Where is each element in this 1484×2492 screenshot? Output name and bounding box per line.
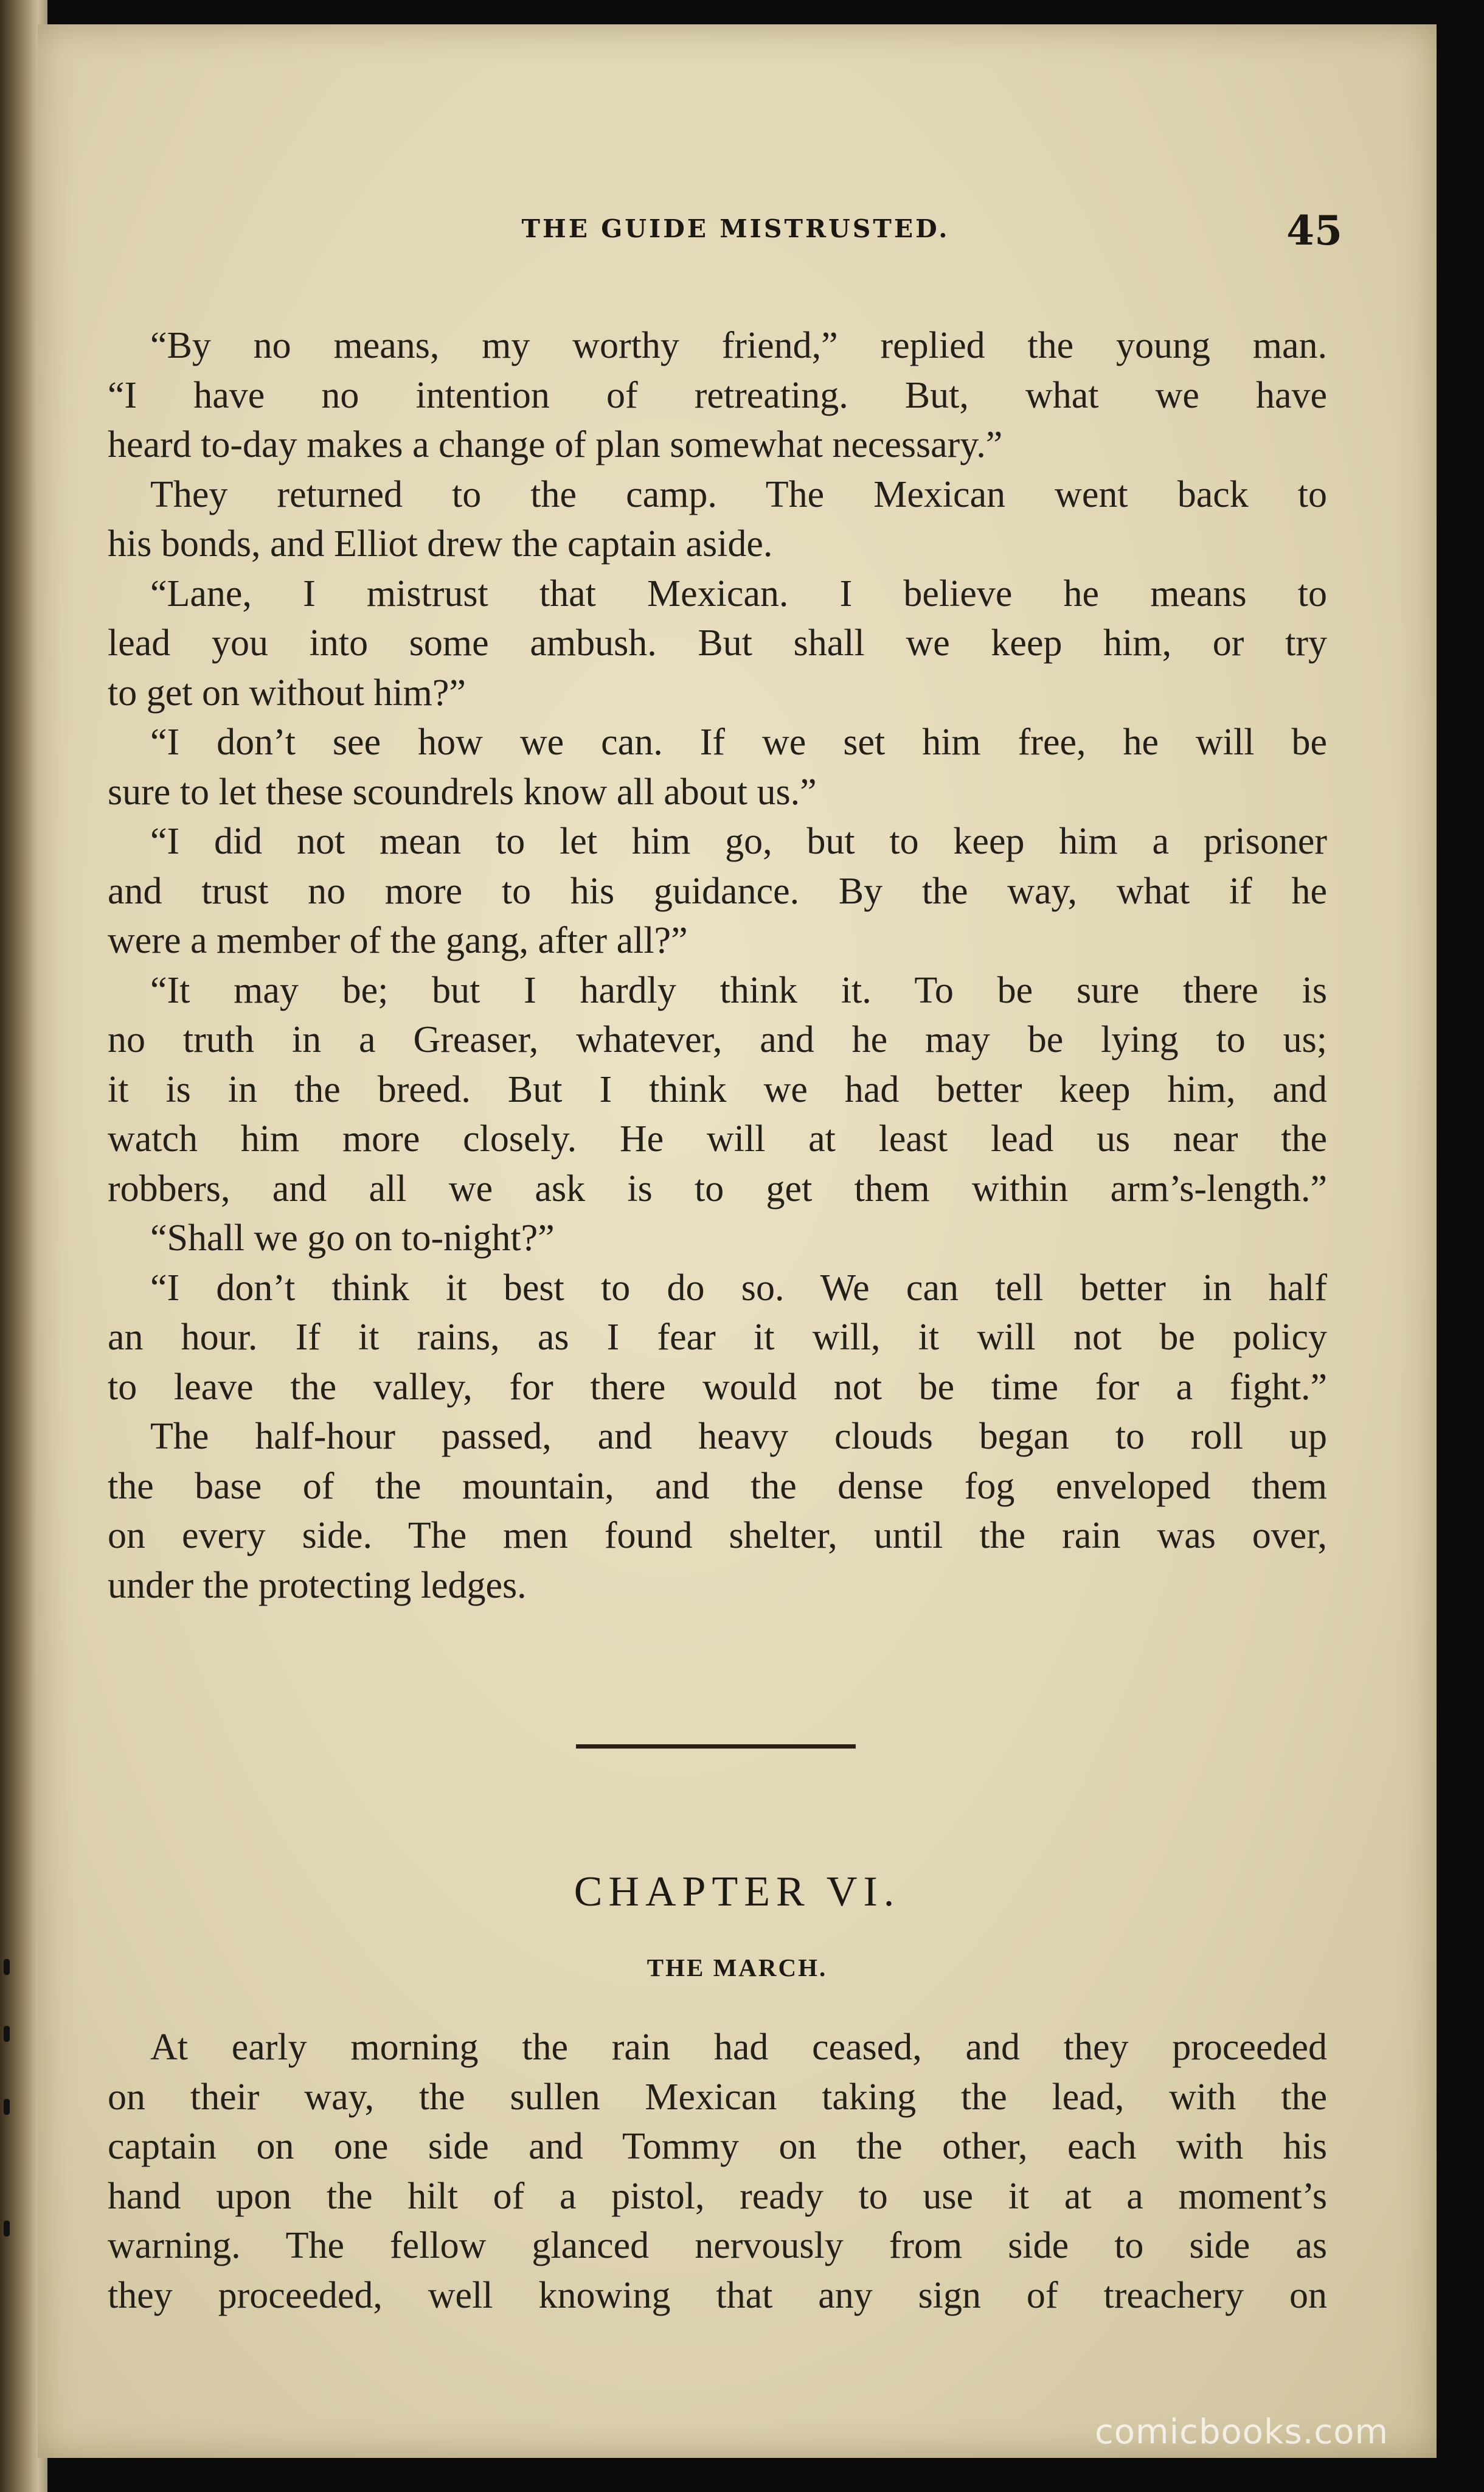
- text-line: They returned to the camp. The Mexican went back to: [150, 473, 1327, 515]
- page-header: [129, 207, 1342, 256]
- book-page: [38, 24, 1437, 2458]
- text-line: heard to-day makes a change of plan somewhat necessary.”: [108, 424, 1003, 465]
- section-divider: [576, 1744, 856, 1749]
- text-line: lead you into some ambush. But shall we keep him, or try: [108, 622, 1327, 664]
- binding-hole: [4, 2221, 10, 2236]
- text-line: they proceeded, well knowing that any sign of treachery on: [108, 2274, 1327, 2316]
- text-line: captain on one side and Tommy on the other, each with his: [108, 2126, 1327, 2167]
- watermark: comicbooks.com: [1095, 2412, 1389, 2452]
- text-line: to get on without him?”: [108, 672, 466, 714]
- text-line: robbers, and all we ask is to get them within arm’s-length.”: [108, 1168, 1327, 1209]
- running-head: THE GUIDE MISTRUSTED.: [521, 214, 950, 243]
- text-line: “By no means, my worthy friend,” replied the young man.: [150, 325, 1327, 366]
- binding-hole: [4, 2026, 10, 2042]
- text-line: “I have no intention of retreating. But, what we have: [108, 374, 1327, 416]
- page-number: 45: [1286, 207, 1342, 254]
- text-line: on their way, the sullen Mexican taking the lead, with the: [108, 2076, 1327, 2118]
- text-line: sure to let these scoundrels know all about us.”: [108, 771, 817, 813]
- text-line: no truth in a Greaser, whatever, and he may be lying to us;: [108, 1019, 1327, 1060]
- text-line: hand upon the hilt of a pistol, ready to use it at a moment’s: [108, 2175, 1327, 2217]
- binding-hole: [4, 2099, 10, 2115]
- text-line: “It may be; but I hardly think it. To be sure there is: [150, 969, 1327, 1011]
- text-line: “Shall we go on to-night?”: [150, 1217, 555, 1259]
- chapter-subtitle: THE MARCH.: [647, 1954, 828, 1982]
- text-line: “I did not mean to let him go, but to keep him a prisoner: [150, 821, 1327, 862]
- text-line: his bonds, and Elliot drew the captain aside.: [108, 523, 773, 565]
- chapter-title: CHAPTER VI.: [574, 1868, 901, 1915]
- text-line: The half-hour passed, and heavy clouds began to roll up: [150, 1416, 1327, 1457]
- text-line: under the protecting ledges.: [108, 1564, 527, 1606]
- text-line: “I don’t think it best to do so. We can tell better in half: [150, 1267, 1327, 1309]
- text-line: it is in the breed. But I think we had better keep him, and: [108, 1068, 1327, 1110]
- chapter-text: [108, 2023, 1327, 2320]
- text-line: were a member of the gang, after all?”: [108, 920, 688, 961]
- text-line: “I don’t see how we can. If we set him free, he will be: [150, 722, 1327, 763]
- text-line: “Lane, I mistrust that Mexican. I believe he means to: [150, 573, 1327, 614]
- text-line: and trust no more to his guidance. By the way, what if he: [108, 870, 1327, 912]
- text-line: on every side. The men found shelter, until the rain was over,: [108, 1515, 1327, 1556]
- body-text: [108, 321, 1327, 1610]
- text-line: watch him more closely. He will at least lead us near the: [108, 1118, 1327, 1160]
- binding-hole: [4, 1959, 10, 1975]
- text-line: At early morning the rain had ceased, and they proceeded: [150, 2027, 1327, 2068]
- text-line: the base of the mountain, and the dense fog enveloped them: [108, 1465, 1327, 1507]
- text-line: to leave the valley, for there would not be time for a fight.”: [108, 1366, 1327, 1408]
- text-line: an hour. If it rains, as I fear it will, it will not be policy: [108, 1317, 1327, 1358]
- text-line: warning. The fellow glanced nervously from side to side as: [108, 2225, 1327, 2266]
